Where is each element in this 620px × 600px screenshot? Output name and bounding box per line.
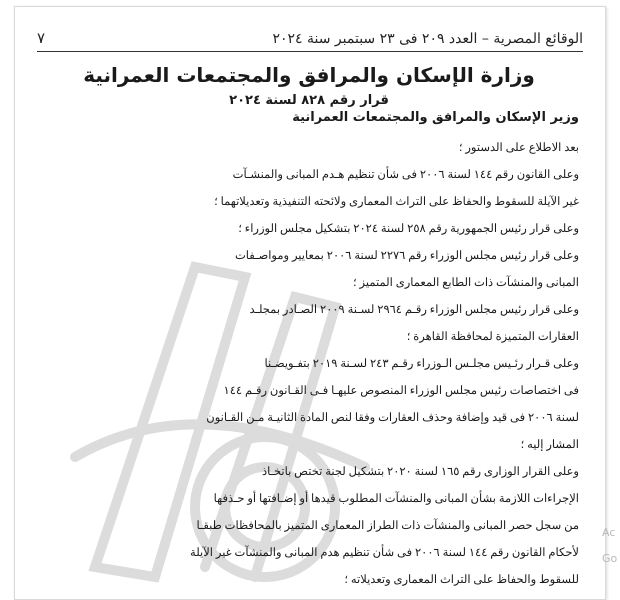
paragraph-line: من سجل حصر المبانى والمنشآت ذات الطراز المعمارى المتميز بالمحافظات طبقـا [196,520,579,532]
paragraph-line: لسنة ٢٠٠٦ فى قيد وإضافة وحذف العقارات وفقا لنص المادة الثانيـة مـن القـانون [206,412,579,424]
decree-number: قرار رقم ٨٢٨ لسنة ٢٠٢٤ [229,93,389,108]
paragraph-line: لأحكام القانون رقم ١٤٤ لسنة ٢٠٠٦ فى شأن تنظيم هدم المبانى والمنشآت غير الآيلة [190,547,579,559]
running-header [37,19,583,52]
issuer-title: وزير الإسكان والمرافق والمجتمعات العمرانية [292,110,579,125]
preamble-paragraph [39,351,579,459]
preamble-paragraph [39,297,579,351]
paragraph-line: وعلى القانون رقم ١٤٤ لسنة ٢٠٠٦ فى شأن تنظيم هـدم المبانى والمنشـآت [232,169,579,181]
document-body [39,63,579,594]
paragraph-line: وعلى القرار الوزارى رقم ١٦٥ لسنة ٢٠٢٠ بتشكيل لجنة تختص باتخـاذ [261,466,579,478]
preamble-paragraph [39,135,579,162]
paragraph-line: المبانى والمنشآت ذات الطابع المعمارى المتميز ؛ [353,277,579,289]
paragraph-line: وعلى قرار رئيس مجلس الوزراء رقـم ٢٩٦٤ لسـنة ٢٠٠٩ الصـادر بمجلـد [249,304,579,316]
paragraph-line: العقارات المتميزة لمحافظة القاهرة ؛ [406,331,579,343]
preamble-paragraph [39,216,579,243]
header-title: الوقائع المصرية – العدد ٢٠٩ فى ٢٣ سبتمبر سنة ٢٠٢٤ [272,31,583,47]
paragraph-line: غير الآيلة للسقوط والحفاظ على التراث المعمارى ولائحته التنفيذية وتعديلاتهما ؛ [214,196,579,208]
preamble-paragraph [39,162,579,216]
paragraph-line: بعد الاطلاع على الدستور ؛ [458,142,579,154]
preamble-paragraph [39,243,579,297]
paragraph-line: وعلى قرار رئيس الجمهورية رقم ٢٥٨ لسنة ٢٠٢٤ بتشكيل مجلس الوزراء ؛ [238,223,579,235]
document-page [14,6,606,600]
activate-windows-overlay: Ac Go [602,526,618,565]
page-number: ٧ [37,29,46,47]
preamble-paragraph [39,459,579,594]
paragraph-line: للسقوط والحفاظ على التراث المعمارى وتعديلاته ؛ [344,574,579,586]
paragraph-line: وعلى قـرار رئـيس مجلـس الـوزراء رقـم ٢٤٣ لسـنة ٢٠١٩ بتفـويضـنا [264,358,579,370]
paragraph-line: الإجراءات اللازمة بشأن المبانى والمنشآت المطلوب قيدها أو إضـافتها أو حـذفها [213,493,579,505]
paragraph-line: وعلى قرار رئيس مجلس الوزراء رقم ٢٢٧٦ لسنة ٢٠٠٦ بمعايير ومواصـفات [234,250,579,262]
paragraph-line: فى اختصاصات رئيس مجلس الوزراء المنصوص عليهـا فـى القـانون رقـم ١٤٤ [223,385,579,397]
ministry-title: وزارة الإسكان والمرافق والمجتمعات العمرانية [83,63,535,87]
paragraph-line: المشار إليه ؛ [520,439,579,451]
